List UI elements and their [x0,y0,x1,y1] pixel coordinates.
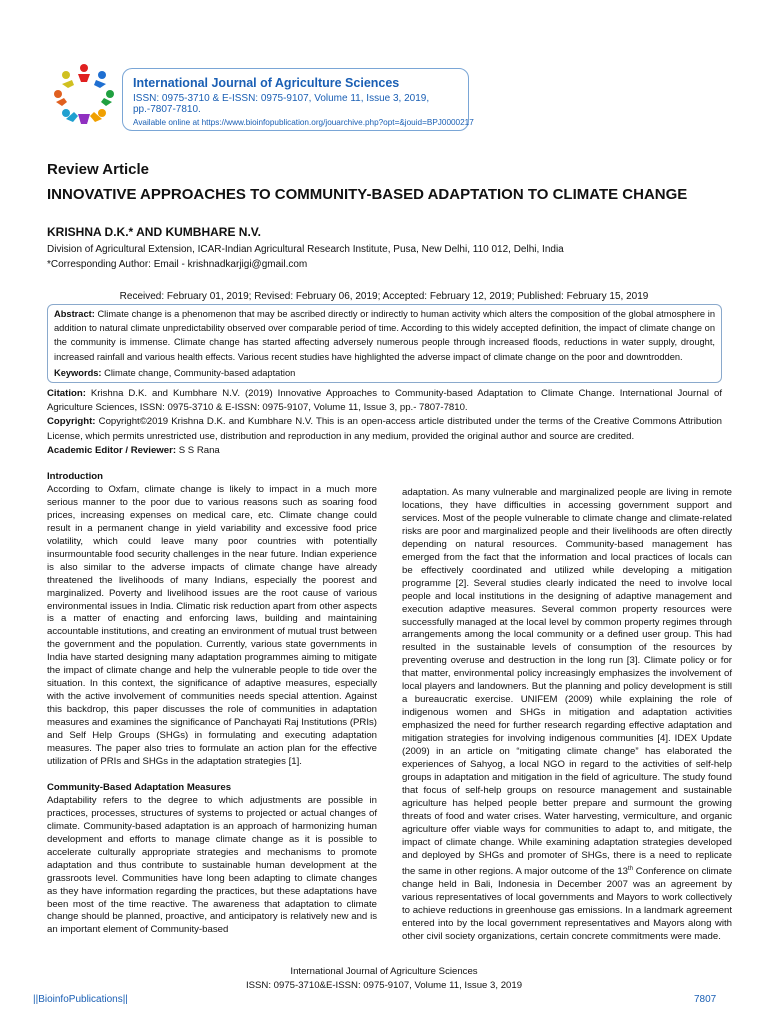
right-column-text: adaptation. As many vulnerable and marginalized people are living in remote locations, they have difficulties in accessing government support and services. Most of the people vulnerable to climate change and climate-related risks are poor and marginalized people and their livelihoods are often directly depending on natural resources. Community-based management has emerged from the fact that the information and local practices of locals can be effectively coordinated and utilized while developing a mitigation programme [2]. Several studies clearly indicated the need to involve local people and local institutions in the designing of adaptive management and execution adaptive measures. Several common property resources were successfully managed at the local level by common property regimes through arrangements among the local community or a defined user group. This had resulted in the sustainable levels of consumption of the resources by preventing overuse and destruction in the long run [3]. Climate policy or for that matter, environmental policy increasingly emphasizes the involvement of local players and landowners. But the planning and policy development is still a bureaucratic exercise. UNIFEM (2009) while explaining the role of indigenous women and SHGs in mitigation and adaptation activities emphasized the need for further research regarding effective adaptation and mitigation strategies for involving indigenous communities [4]. IDEX Update (2009) in an article on “mitigating climate change” has elaborated the experiences of Sahyog, a local NGO in regard to the activities of self-help groups in adaptation and mitigation in the field of agriculture. The study found that focus of self-help groups on resource management and sustainable agriculture has helped people better prepare and surmount the growing threats of food and water crises. Water harvesting, vermiculture, and organic agriculture offer viable ways for communities to adapt to, and mitigate, the impact of climate change. While examining adaptation strategies developed and deployed by SHGs and promoter of SHGs, there is a need to replicate the same in other regions. A major outcome of the 13 [402,487,732,877]
affiliation-block [47,242,564,272]
citation-block [47,387,722,458]
page-footer [0,965,768,993]
keywords [54,366,715,380]
footer-issn: ISSN: 0975-3710&E-ISSN: 0975-9107, Volume 11, Issue 3, 2019 [245,980,523,991]
citation-label: Citation: [47,388,86,399]
affiliation: Division of Agricultural Extension, ICAR-Indian Agricultural Research Institute, Pusa, New Delhi, 110 012, Delhi, India [47,244,564,255]
copyright-label: Copyright: [47,416,96,428]
cba-heading: Community-Based Adaptation Measures [47,781,232,793]
right-column-text-cont: Conference on climate change held in Bali, Indonesia in December 2007 was an agreement by various representatives of local governments and Mayors to work collectively to achieve reductions in greenhouse gas emissions. In a landmark agreement entered into by the local government representatives and Mayors along with other civil society organizations, certain concrete commitments were made. [402,865,732,942]
cba-text: Adaptability refers to the degree to which adjustments are possible in practices, processes, structures of systems to projected or actual changes of climate. Community-based adaptation is an approach of harmonizing human development and efforts to manage climate change as it is possible to accelerate culturally appropriate strategies and mechanisms to promote adaptation and thus contribute to sustainable human development at the grassroots level. Communities have long been adapting to climate changes as they have information regarding the practices, but these adaptations have been most of the time reactive. The awareness that adaptation to climate change should be planned, proactive, and anticipatory is relatively new and is an important element of Community-based [47,794,377,936]
keywords-text: Climate change, Community-based adaptation [104,367,296,378]
journal-issn: ISSN: 0975-3710 & E-ISSN: 0975-9107, Volume 11, Issue 3, 2019, pp.-7807-7810. [133,93,430,115]
circle-of-people-logo-icon [47,58,121,128]
article-type: Review Article [47,161,149,178]
abstract-label: Abstract: [54,309,95,319]
journal-url-link[interactable]: Available online at https://www.bioinfopublication.org/jouarchive.php?opt=&jouid=BPJ0000217 [133,118,474,127]
journal-header-box [122,68,474,131]
introduction-heading: Introduction [47,471,103,482]
keywords-label: Keywords: [54,367,102,378]
left-column [47,471,377,937]
page-number: 7807 [694,994,717,1005]
journal-title: International Journal of Agriculture Sciences [133,76,400,90]
abstract-text: Climate change is a phenomenon that may be ascribed directly or indirectly to human activity which alters the composition of the global atmosphere in addition to natural climate unpredictability observed over comparable period of time. According to this widely accepted definition, the impact of climate change on the community is immense. Climate change has started affecting adversely numerous people through increased floods, reductions in water supply, drought, increased rainfall and various health effects. Various recent studies have highlighted the adverse impact of climate change on the poor and downtrodden. [54,309,715,362]
academic-editor [47,444,722,458]
citation [47,387,722,415]
introduction-text: According to Oxfam, climate change is likely to impact in a much more serious manner to the poor due to various reasons such as soaring food prices, increasing expenses on medical care, etc. Climate change could result in a permanent change in yield variability and excessive food price volatility, which could leave many poor countries with potentially insurmountable food security challenges in the near future. Indian experience is also similar to the adverse impacts of climate change have already threatened the livelihoods of many Indians, especially the poorest and marginalized. Poverty and livelihood issues are the root cause of various environmental issues in India. Climatic risk reduction apart from other aspects is a matter of enacting and enforcing laws, building and maintaining accountable institutions, and creating an environment of mutual trust between the government and the population. Currently, various state governments in India have started designing many adaptation programmes aiming to mitigate the impact of climate change and help the vulnerable people to tide over the situation. In this context, the significance of adaptive measures, especially with the active involvement of communities needs special attention. Against this backdrop, this paper discusses the role of communities in adaptation measures and examines the significance of Panchayati Raj Institutions (PRIs) and Self Help Groups (SHGs) in formulating and executing adaptation measures. The paper also tries to formulate an action plan for the effective utilization of PRIs and SHGs in the adaptation strategies [1]. [47,483,377,767]
copyright [47,415,722,443]
authors: KRISHNA D.K.* AND KUMBHARE N.V. [47,225,262,239]
citation-text: Krishna D.K. and Kumbhare N.V. (2019) Innovative Approaches to Community-based Adaptation to Climate Change. International Journal of Agriculture Sciences, ISSN: 0975-3710 & E-ISSN: 0975-9107, Volume 11, Issue 3, pp.- 7807-7810. [47,388,722,414]
footer-journal: International Journal of Agriculture Sciences [290,966,478,977]
copyright-text: Copyright©2019 Krishna D.K. and Kumbhare N.V. This is an open-access article distributed under the terms of the Creative Commons Attribution License, which permits unrestricted use, distribution and reproduction in any medium, provided the original author and source are credited. [47,416,722,442]
abstract [54,307,715,364]
ordinal-superscript: th [628,865,634,872]
publisher-link[interactable]: ||BioinfoPublications|| [33,994,128,1005]
right-column [402,487,732,944]
editor-name: S S Rana [178,444,220,456]
article-dates: Received: February 01, 2019; Revised: February 06, 2019; Accepted: February 12, 2019; Published: February 15, 2019 [119,291,649,302]
corresponding-author: *Corresponding Author: Email - krishnadkarjigi@gmail.com [47,259,308,270]
abstract-box [47,304,722,383]
editor-label: Academic Editor / Reviewer: [47,444,177,456]
article-title: INNOVATIVE APPROACHES TO COMMUNITY-BASED ADAPTATION TO CLIMATE CHANGE [47,186,688,203]
